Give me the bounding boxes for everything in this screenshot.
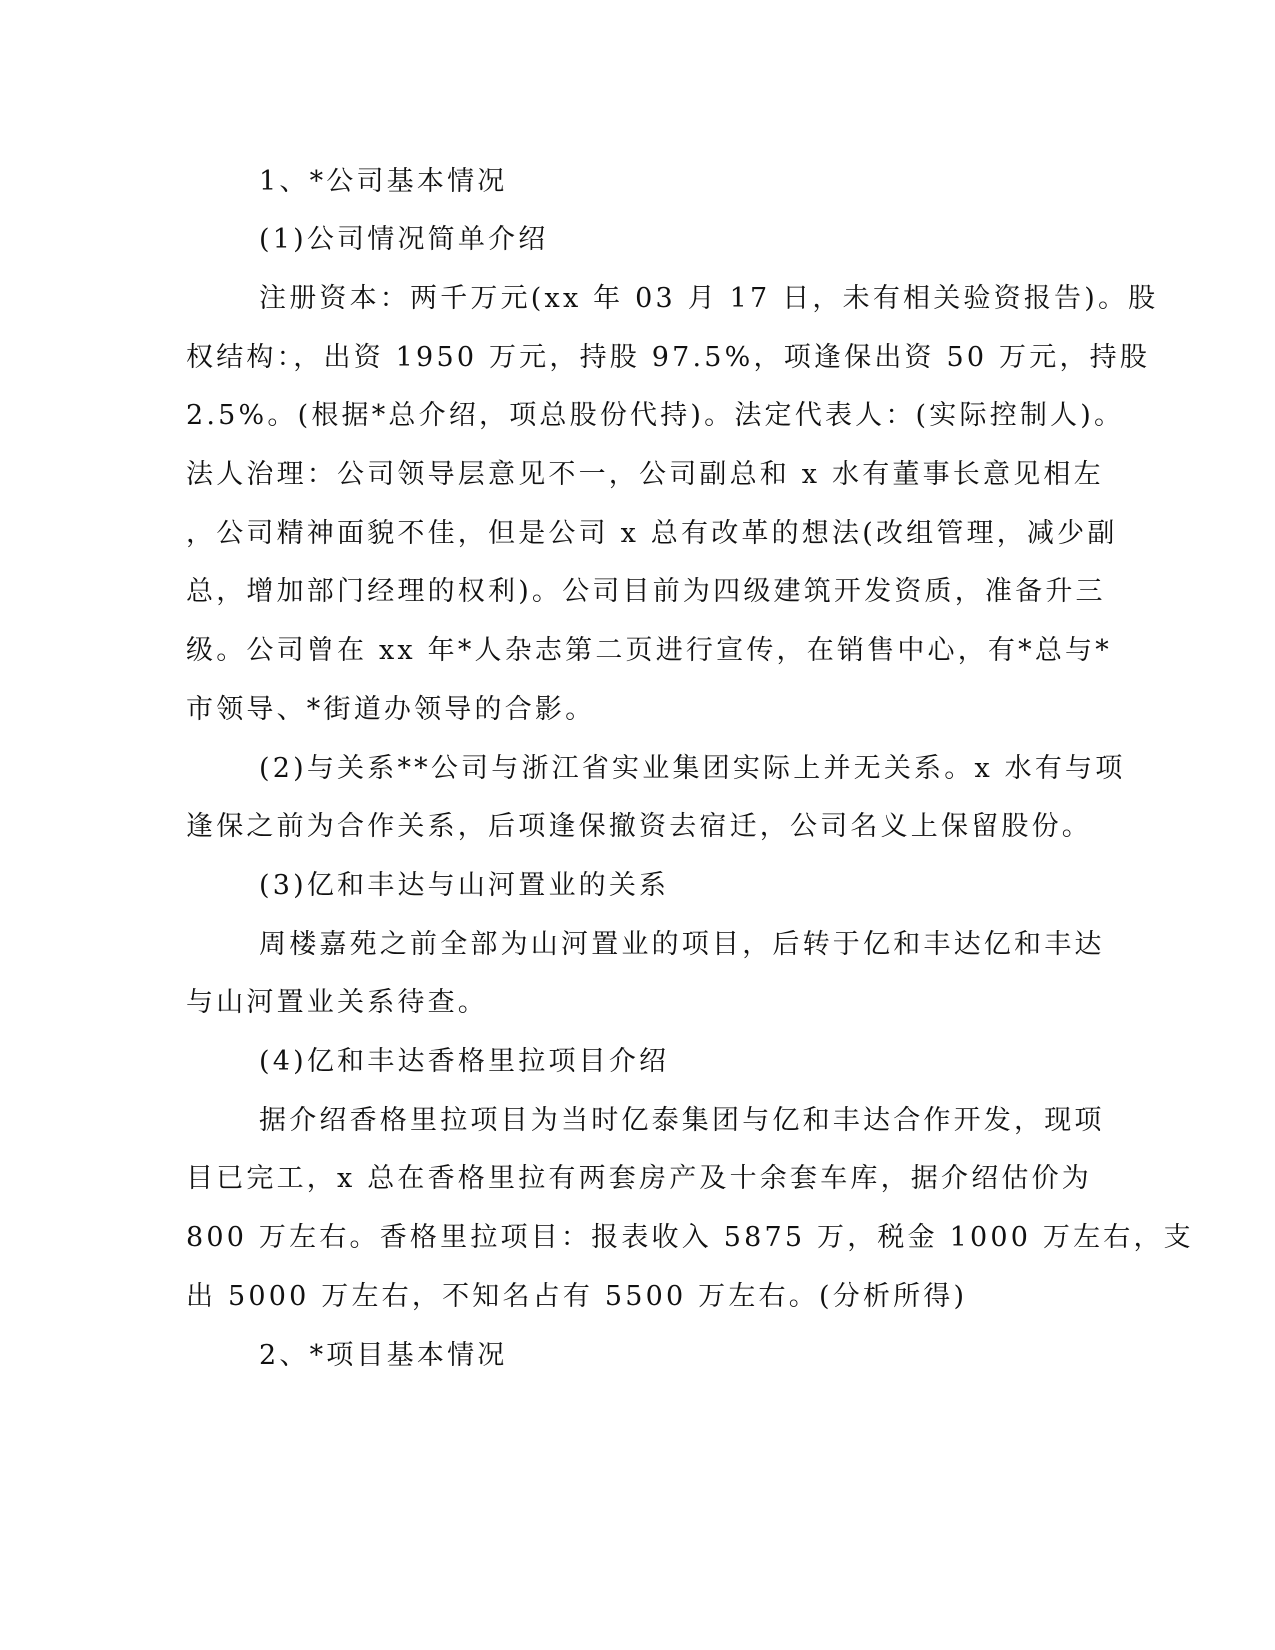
paragraph-1-line-5: ，公司精神面貌不佳，但是公司 x 总有改革的想法(改组管理，减少副	[186, 518, 1118, 549]
paragraph-1-line-3: 2.5%。(根据*总介绍，项总股份代持)。法定代表人：(实际控制人)。	[186, 400, 1125, 431]
section-1-heading: 1、*公司基本情况	[259, 166, 508, 197]
subsection-1-heading: (1)公司情况简单介绍	[259, 224, 549, 255]
subsection-3-heading: (3)亿和丰达与山河置业的关系	[259, 870, 670, 901]
paragraph-4-line-3: 800 万左右。香格里拉项目：报表收入 5875 万，税金 1000 万左右，支	[186, 1222, 1194, 1253]
paragraph-4-line-1: 据介绍香格里拉项目为当时亿泰集团与亿和丰达合作开发，现项	[259, 1105, 1105, 1136]
paragraph-3-line-1: 周楼嘉苑之前全部为山河置业的项目，后转于亿和丰达亿和丰达	[259, 929, 1105, 960]
subsection-4-heading: (4)亿和丰达香格里拉项目介绍	[259, 1046, 670, 1077]
paragraph-4-line-2: 目已完工，x 总在香格里拉有两套房产及十余套车库，据介绍估价为	[186, 1163, 1093, 1194]
section-2-heading: 2、*项目基本情况	[259, 1340, 508, 1371]
paragraph-1-line-6: 总，增加部门经理的权利)。公司目前为四级建筑开发资质，准备升三	[186, 576, 1106, 607]
paragraph-3-line-2: 与山河置业关系待查。	[186, 987, 488, 1018]
paragraph-1-line-7: 级。公司曾在 xx 年*人杂志第二页进行宣传，在销售中心，有*总与*	[186, 635, 1112, 666]
paragraph-1-line-8: 市领导、*街道办领导的合影。	[186, 694, 596, 725]
paragraph-1-line-1: 注册资本：两千万元(xx 年 03 月 17 日，未有相关验资报告)。股	[259, 283, 1159, 314]
paragraph-4-line-4: 出 5000 万左右，不知名占有 5500 万左右。(分析所得)	[186, 1281, 968, 1312]
paragraph-2-line-2: 逢保之前为合作关系，后项逢保撤资去宿迁，公司名义上保留股份。	[186, 811, 1092, 842]
paragraph-1-line-2: 权结构：，出资 1950 万元，持股 97.5%，项逢保出资 50 万元，持股	[186, 342, 1151, 373]
paragraph-1-line-4: 法人治理：公司领导层意见不一，公司副总和 x 水有董事长意见相左	[186, 459, 1104, 490]
paragraph-2-line-1: (2)与关系**公司与浙江省实业集团实际上并无关系。x 水有与项	[259, 753, 1126, 784]
